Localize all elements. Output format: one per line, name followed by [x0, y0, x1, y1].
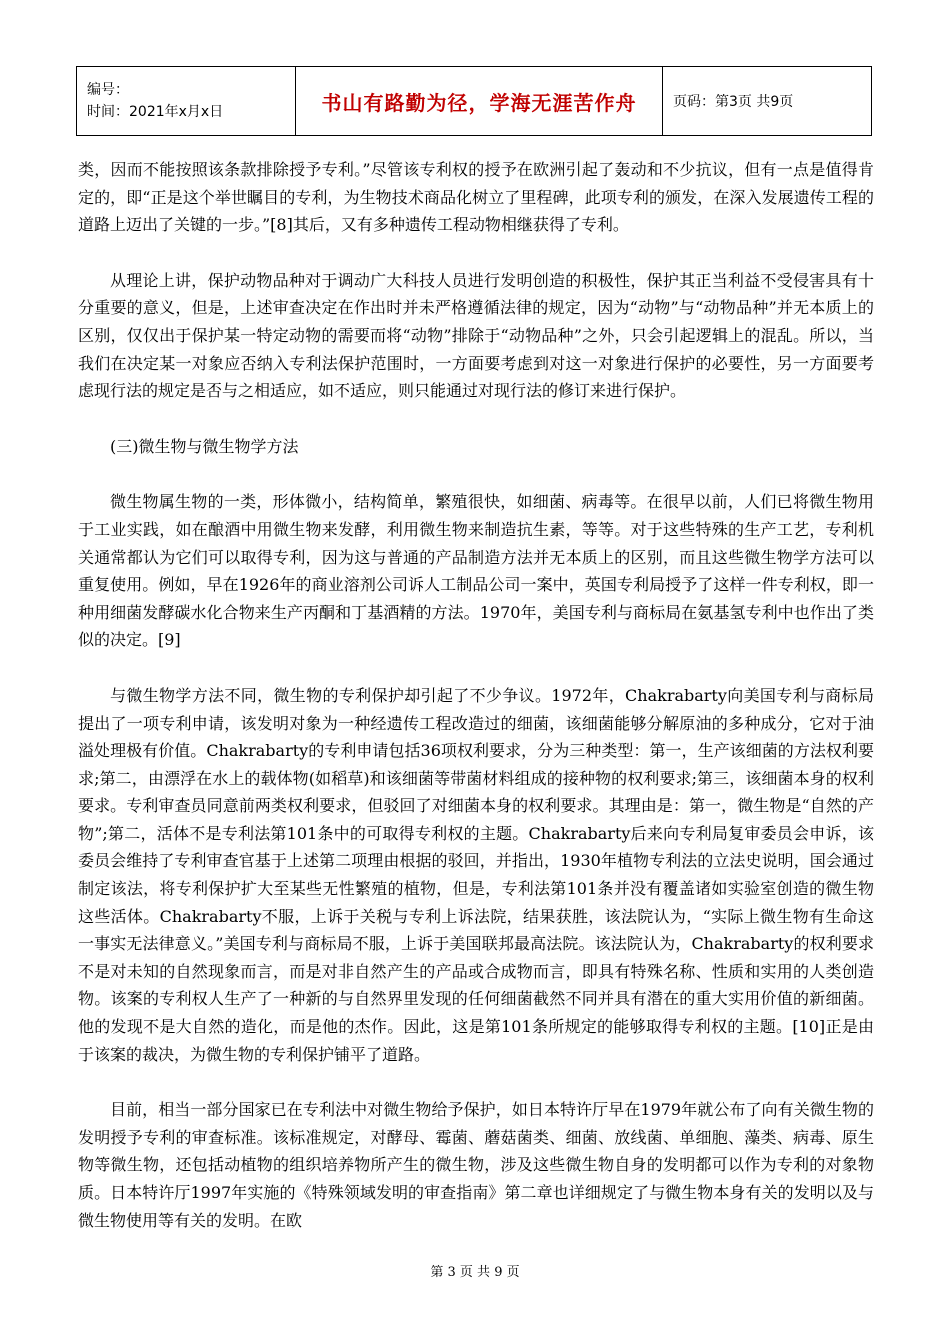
header-page-info: 页码：第3页 共9页: [663, 67, 872, 136]
document-body: [78, 156, 874, 1234]
paragraph-chakrabarty-case: 与微生物学方法不同，微生物的专利保护却引起了不少争议。1972年，Chakrabarty向美国专利与商标局提出了一项专利申请，该发明对象为一种经遗传工程改造过的细菌，该细菌能够分解原油的多种成分，它对于油溢处理极有价值。Chakrabarty的专利申请包括36项权利要求，分为三种类型：第一，生产该细菌的方法权利要求;第二，由漂浮在水上的载体物(如稻草)和该细菌等带菌材料组成的接种物的权利要求;第三，该细菌本身的权利要求。专利审查员同意前两类权利要求，但驳回了对细菌本身的权利要求。其理由是：第一，微生物是“自然的产物”;第二，活体不是专利法第101条中的可取得专利权的主题。Chakrabarty后来向专利局复审委员会申诉，该委员会维持了专利审查官基于上述第二项理由根据的驳回，并指出，1930年植物专利法的立法史说明，国会通过制定该法，将专利保护扩大至某些无性繁殖的植物，但是，专利法第101条并没有覆盖诸如实验室创造的微生物这些活体。Chakrabarty不服，上诉于关税与专利上诉法院，结果获胜，该法院认为，“实际上微生物有生命这一事实无法律意义。”美国专利与商标局不服，上诉于美国联邦最高法院。该法院认为，Chakrabarty的权利要求不是对未知的自然现象而言，而是对非自然产生的产品或合成物而言，即具有特殊名称、性质和实用的人类创造物。该案的专利权人生产了一种新的与自然界里发现的任何细菌截然不同并具有潜在的重大实用价值的新细菌。他的发现不是大自然的造化，而是他的杰作。因此，这是第101条所规定的能够取得专利权的主题。[10]正是由于该案的裁决，为微生物的专利保护铺平了道路。: [78, 685, 874, 1064]
document-number-label: 编号：: [87, 82, 129, 98]
header-meta-cell: [77, 67, 296, 136]
paragraph-current-practice: 目前，相当一部分国家已在专利法中对微生物给予保护，如日本特许厅早在1979年就公布了向有关微生物的发明授予专利的审查标准。该标准规定，对酵母、霉菌、蘑菇菌类、细菌、放线菌、单细胞、藻类、病毒、原生物等微生物，还包括动植物的组织培养物所产生的微生物，涉及这些微生物自身的发明都可以作为专利的对象物质。日本特许厅1997年实施的《特殊领域发明的审查指南》第二章也详细规定了与微生物本身有关的发明以及与微生物使用等有关的发明。在欧: [78, 1100, 874, 1230]
page-header: [76, 66, 872, 136]
header-motto: 书山有路勤为径，学海无涯苦作舟: [321, 90, 637, 115]
paragraph-continued: 类，因而不能按照该条款排除授予专利。”尽管该专利权的授予在欧洲引起了轰动和不少抗议，但有一点是值得肯定的，即“正是这个举世瞩目的专利，为生物技术商品化树立了里程碑，此项专利的颁发，在深入发展遗传工程的道路上迈出了关键的一步。”[8]其后，又有多种遗传工程动物相继获得了专利。: [78, 160, 874, 235]
page-footer: 第 3 页 共 9 页: [430, 1265, 520, 1280]
section-heading-microorganisms: (三)微生物与微生物学方法: [110, 436, 299, 456]
paragraph-animal-variety: 从理论上讲，保护动物品种对于调动广大科技人员进行发明创造的积极性，保护其正当利益不受侵害具有十分重要的意义，但是，上述审查决定在作出时并未严格遵循法律的规定，因为“动物”与“动物品种”并无本质上的区别，仅仅出于保护某一特定动物的需要而将“动物”排除于“动物品种”之外，只会引起逻辑上的混乱。所以，当我们在决定某一对象应否纳入专利法保护范围时，一方面要考虑到对这一对象进行保护的必要性，另一方面要考虑现行法的规定是否与之相适应，如不适应，则只能通过对现行法的修订来进行保护。: [78, 270, 874, 401]
header-motto-cell: [296, 67, 663, 136]
paragraph-microbial-methods: 微生物属生物的一类，形体微小，结构简单，繁殖很快，如细菌、病毒等。在很早以前，人们已将微生物用于工业实践，如在酿酒中用微生物来发酵，利用微生物来制造抗生素，等等。对于这些特殊的生产工艺，专利机关通常都认为它们可以取得专利，因为这与普通的产品制造方法并无本质上的区别，而且这些微生物学方法可以重复使用。例如，早在1926年的商业溶剂公司诉人工制品公司一案中，英国专利局授予了这样一件专利权，即一种用细菌发酵碳水化合物来生产丙酮和丁基酒精的方法。1970年，美国专利与商标局在氨基氢专利中也作出了类似的决定。[9]: [78, 492, 874, 650]
document-date-label: 时间：2021年x月x日: [87, 104, 224, 120]
